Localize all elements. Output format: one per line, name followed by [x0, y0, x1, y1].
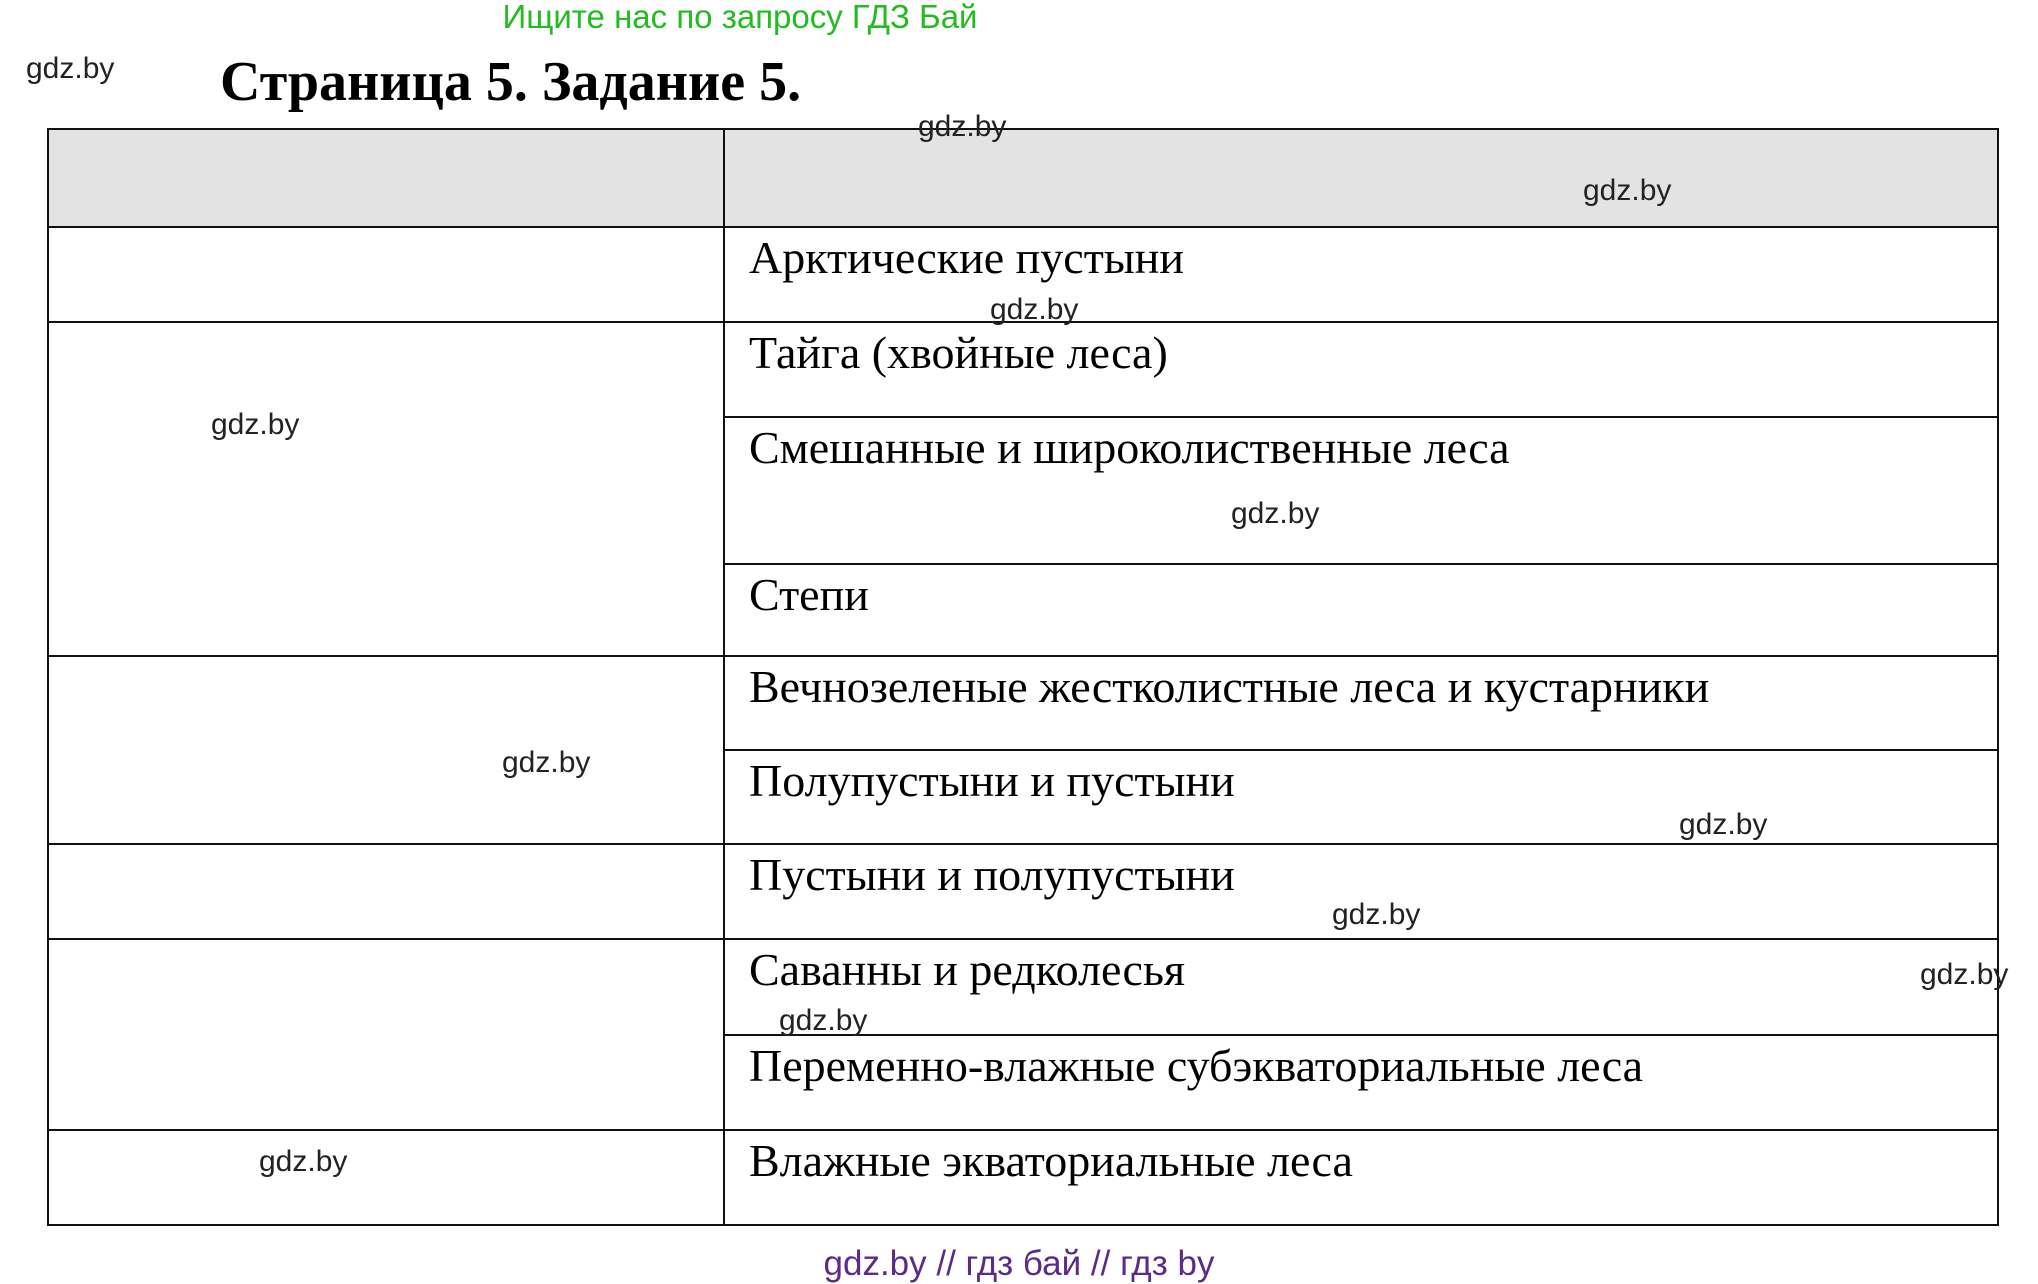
belt-cell: [48, 844, 724, 939]
table-row: [48, 656, 1998, 750]
table-row: [48, 322, 1998, 417]
zone-cell: Тайга (хвойные леса): [724, 322, 1998, 417]
zone-cell: Саванны и редколесья: [724, 939, 1998, 1035]
table-header-row: [48, 129, 1998, 227]
zone-cell: Полупустыни и пустыни: [724, 750, 1998, 844]
header-cell-right: [724, 129, 1998, 227]
zone-cell: Арктические пустыни: [724, 227, 1998, 322]
watermark: gdz.by: [990, 293, 1079, 326]
zone-cell: Смешанные и широколиственные леса: [724, 417, 1998, 564]
zone-cell: Степи: [724, 564, 1998, 656]
watermark: gdz.by: [1231, 497, 1320, 530]
zone-cell: Влажные экваториальные леса: [724, 1130, 1998, 1225]
watermark: gdz.by: [211, 408, 300, 441]
watermark: gdz.by: [1679, 808, 1768, 841]
watermark: gdz.by: [502, 746, 591, 779]
watermark: gdz.by: [26, 52, 115, 85]
table-row: [48, 844, 1998, 939]
table-row: [48, 939, 1998, 1035]
belt-cell: [48, 322, 724, 656]
belt-cell: [48, 939, 724, 1130]
header-cell-left: [48, 129, 724, 227]
top-banner[interactable]: Ищите нас по запросу ГДЗ Бай: [502, 0, 978, 35]
watermark: gdz.by: [1332, 898, 1421, 931]
belt-cell: [48, 656, 724, 844]
zone-cell: Переменно-влажные субэкваториальные леса: [724, 1035, 1998, 1130]
footer-links[interactable]: gdz.by // гдз бай // гдз by: [823, 1244, 1215, 1283]
watermark: gdz.by: [779, 1004, 868, 1037]
watermark: gdz.by: [918, 110, 1007, 143]
belt-cell: [48, 1130, 724, 1225]
zone-cell: Вечнозеленые жестколистные леса и кустарники: [724, 656, 1998, 750]
page-title: Страница 5. Задание 5.: [220, 51, 802, 113]
watermark: gdz.by: [259, 1145, 348, 1178]
belt-cell: [48, 227, 724, 322]
zone-cell: Пустыни и полупустыни: [724, 844, 1998, 939]
watermark: gdz.by: [1920, 958, 2009, 991]
watermark: gdz.by: [1583, 174, 1672, 207]
